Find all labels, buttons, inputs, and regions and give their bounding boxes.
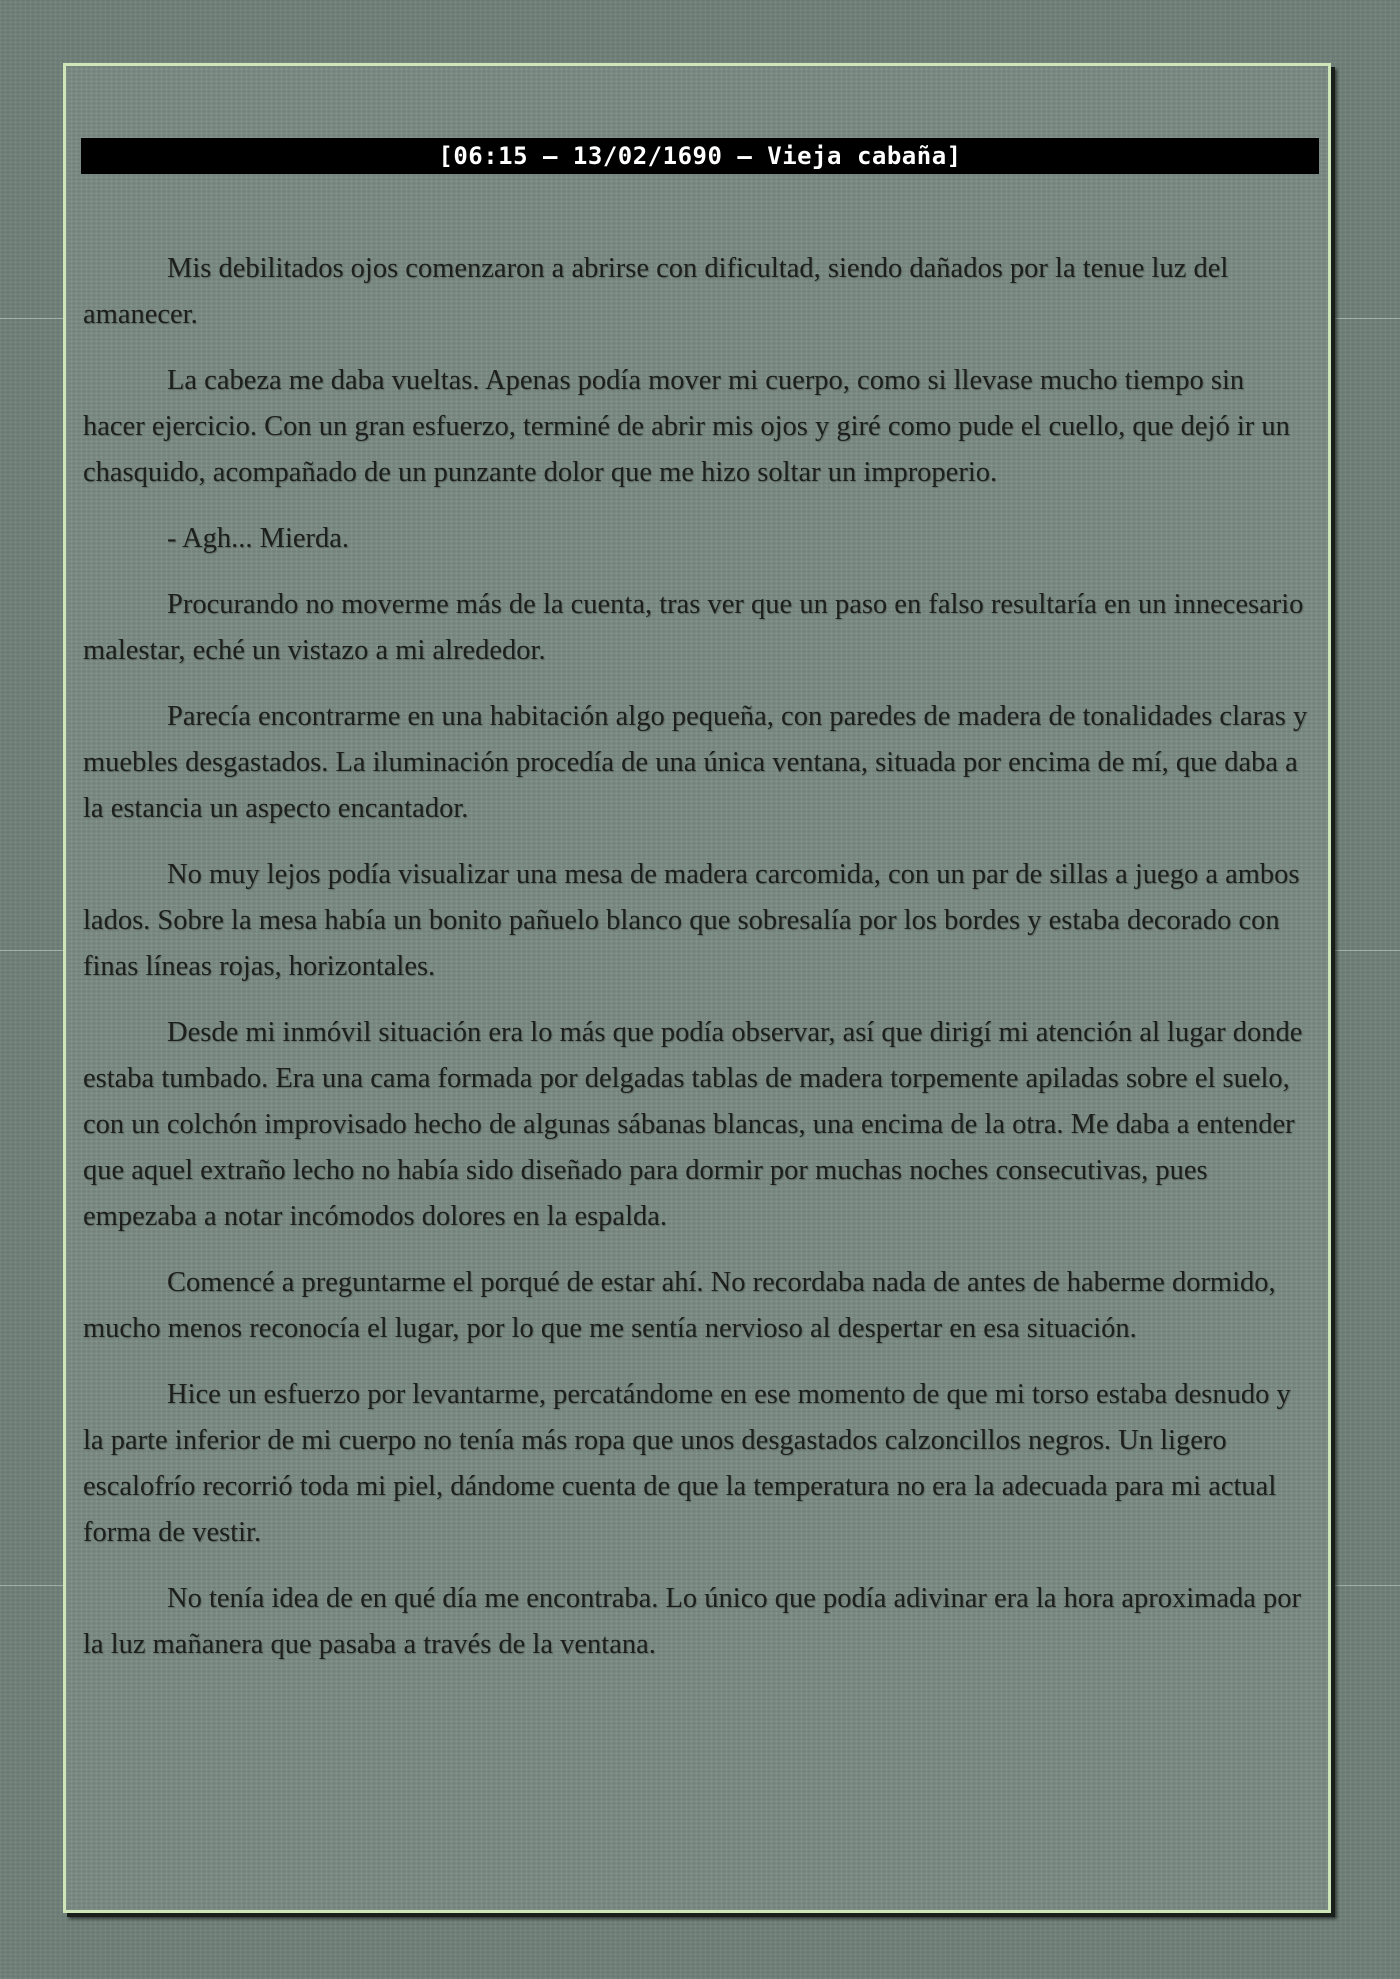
page-frame bbox=[63, 63, 1331, 1913]
paragraph: - Agh... Mierda. bbox=[167, 523, 350, 554]
paragraph: Hice un esfuerzo por levantarme, percatándome en ese momento de que mi torso estaba desnudo y la parte inferior de mi cuerpo no tenía más ropa que unos desgastados calzoncillos negros. Un ligero escalofrío recorrió toda mi piel, dándome cuenta de que la temperatura no era la adecuada para mi actual forma de vestir. bbox=[83, 1379, 1291, 1548]
paragraph: La cabeza me daba vueltas. Apenas podía mover mi cuerpo, como si llevase mucho tiempo sin hacer ejercicio. Con un gran esfuerzo, terminé de abrir mis ojos y giré como pude el cuello, que dejó ir un chasquido, acompañado de un punzante dolor que me hizo soltar un improperio. bbox=[83, 365, 1290, 488]
paragraph: Parecía encontrarme en una habitación algo pequeña, con paredes de madera de tonalidades claras y muebles desgastados. La iluminación procedía de una única ventana, situada por encima de mí, que daba a la estancia un aspecto encantador. bbox=[83, 701, 1308, 824]
paragraph: Mis debilitados ojos comenzaron a abrirse con dificultad, siendo dañados por la tenue luz del amanecer. bbox=[83, 253, 1229, 330]
paragraph: No tenía idea de en qué día me encontraba. Lo único que podía adivinar era la hora aproximada por la luz mañanera que pasaba a través de la ventana. bbox=[83, 1583, 1301, 1660]
paragraph: Procurando no moverme más de la cuenta, tras ver que un paso en falso resultaría en un innecesario malestar, eché un vistazo a mi alrededor. bbox=[83, 589, 1304, 666]
paragraph: Desde mi inmóvil situación era lo más que podía observar, así que dirigí mi atención al lugar donde estaba tumbado. Era una cama formada por delgadas tablas de madera torpemente apiladas sobre el suelo, con un colchón improvisado hecho de algunas sábanas blancas, una encima de la otra. Me daba a entender que aquel extraño lecho no había sido diseñado para dormir por muchas noches consecutivas, pues empezaba a notar incómodos dolores en la espalda. bbox=[83, 1017, 1303, 1232]
paragraph: Comencé a preguntarme el porqué de estar ahí. No recordaba nada de antes de haberme dormido, mucho menos reconocía el lugar, por lo que me sentía nervioso al despertar en esa situación. bbox=[83, 1267, 1276, 1344]
scene-header: [06:15 – 13/02/1690 – Vieja cabaña] bbox=[81, 138, 1319, 174]
story-text bbox=[83, 246, 1308, 1688]
paragraph: No muy lejos podía visualizar una mesa de madera carcomida, con un par de sillas a juego a ambos lados. Sobre la mesa había un bonito pañuelo blanco que sobresalía por los bordes y estaba decorado con finas líneas rojas, horizontales. bbox=[83, 859, 1300, 982]
